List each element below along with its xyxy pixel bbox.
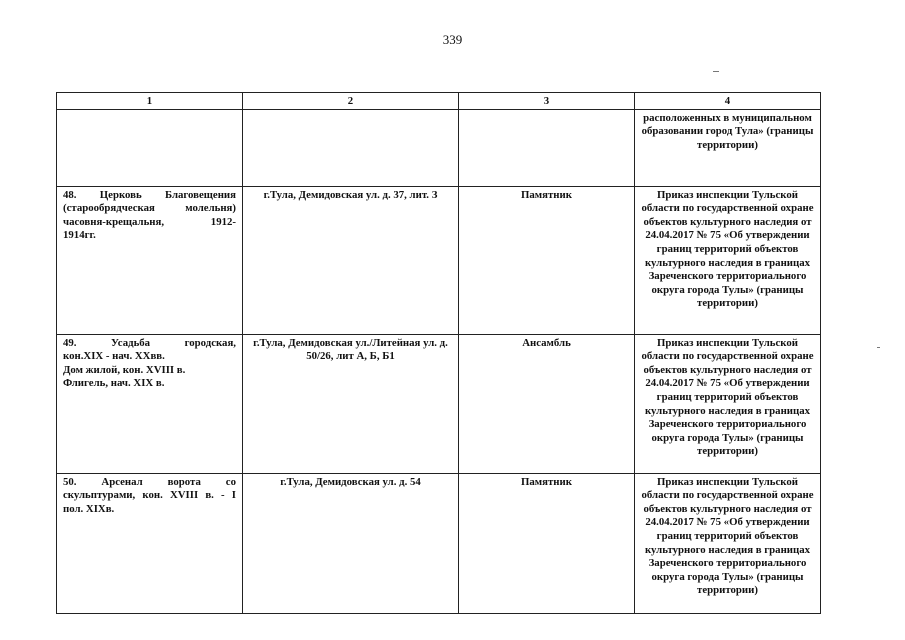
column-header-4: 4 — [635, 93, 821, 110]
object-name-cell — [57, 186, 243, 334]
document-cell: расположенных в муниципальном образовании город Тула» (границы территории) — [635, 109, 821, 186]
category-cell: Памятник — [459, 473, 635, 613]
scan-mark — [713, 71, 719, 72]
object-name-cell — [57, 334, 243, 473]
address-cell: г.Тула, Демидовская ул. д. 54 — [243, 473, 459, 613]
table-row — [57, 109, 821, 186]
table-row — [57, 186, 821, 334]
object-name-line: Дом жилой, кон. XVIII в. — [63, 363, 186, 376]
document-cell: Приказ инспекции Тульской области по государственной охране объектов культурного наследия от 24.04.2017 № 75 «Об утверждении границ территорий объектов культурного наследия в границах Зареченского территориального округа города Тулы» (границы территории) — [635, 186, 821, 334]
address-cell: г.Тула, Демидовская ул. д. 37, лит. З — [243, 186, 459, 334]
object-name-cell — [57, 473, 243, 613]
object-name-line: 1914гг. — [63, 229, 96, 242]
category-cell: Памятник — [459, 186, 635, 334]
page-number: 339 — [442, 32, 463, 47]
object-name-line: (старообрядческая молельня) — [63, 202, 236, 215]
table-row — [57, 334, 821, 473]
address-cell — [243, 109, 459, 186]
object-name-line: пол. XIXв. — [63, 502, 115, 515]
column-header-2: 2 — [243, 93, 459, 110]
object-name-cell — [57, 109, 243, 186]
table-row — [57, 473, 821, 613]
object-name-line: часовня-крещальня, 1912- — [63, 215, 236, 228]
category-cell: Ансамбль — [459, 334, 635, 473]
object-name-line: кон.XIX - нач. XXвв. — [63, 350, 165, 363]
address-cell: г.Тула, Демидовская ул./Литейная ул. д. 50/26, лит А, Б, Б1 — [243, 334, 459, 473]
column-header-1: 1 — [57, 93, 243, 110]
object-name-line: 49. Усадьба городская, — [63, 336, 236, 349]
object-name-line: 50. Арсенал ворота со — [63, 475, 236, 488]
object-name-line: 48. Церковь Благовещения — [63, 188, 236, 201]
scan-mark — [877, 347, 880, 348]
heritage-registry-table — [56, 92, 821, 614]
category-cell — [459, 109, 635, 186]
object-name-line: Флигель, нач. XIX в. — [63, 377, 165, 390]
object-name-line: скульптурами, кон. XVIII в. - I — [63, 489, 236, 502]
document-cell: Приказ инспекции Тульской области по государственной охране объектов культурного наследия от 24.04.2017 № 75 «Об утверждении границ территорий объектов культурного наследия в границах Зареченского территориального округа города Тулы» (границы территории) — [635, 334, 821, 473]
column-header-3: 3 — [459, 93, 635, 110]
document-cell: Приказ инспекции Тульской области по государственной охране объектов культурного наследия от 24.04.2017 № 75 «Об утверждении границ территорий объектов культурного наследия в границах Зареченского территориального округа города Тулы» (границы территории) — [635, 473, 821, 613]
table-header-row — [57, 93, 821, 110]
